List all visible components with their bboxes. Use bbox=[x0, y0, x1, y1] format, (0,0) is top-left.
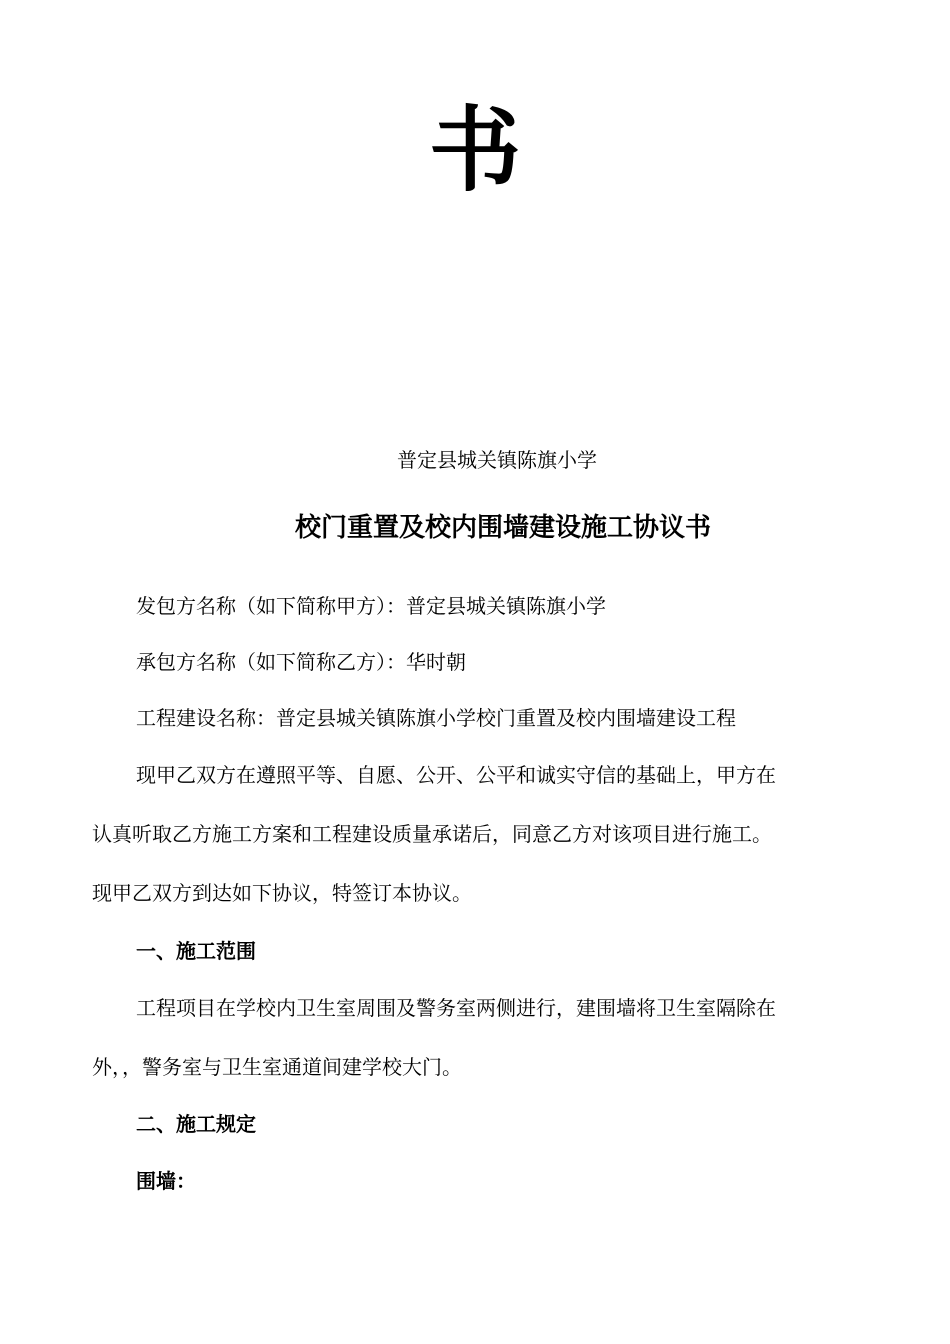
intro-line-2: 认真听取乙方施工方案和工程建设质量承诺后，同意乙方对该项目进行施工。 bbox=[92, 822, 772, 846]
section-1-heading: 一、施工范围 bbox=[136, 939, 256, 963]
section-2-subheading: 围墙： bbox=[136, 1169, 196, 1193]
section-1-line-2: 外，，警务室与卫生室通道间建学校大门。 bbox=[92, 1055, 462, 1079]
employer-label: 发包方名称（如下简称甲方）： bbox=[136, 594, 406, 618]
contractor-line bbox=[136, 648, 466, 676]
project-value: 普定县城关镇陈旗小学校门重置及校内围墙建设工程 bbox=[276, 706, 736, 730]
employer-line bbox=[136, 592, 606, 620]
project-label: 工程建设名称： bbox=[136, 706, 276, 730]
document-title: 校门重置及校内围墙建设施工协议书 bbox=[294, 513, 711, 543]
contractor-value: 华时朝 bbox=[406, 650, 466, 674]
cover-character: 书 bbox=[428, 97, 521, 204]
project-line bbox=[136, 704, 736, 732]
contractor-label: 承包方名称（如下简称乙方）： bbox=[136, 650, 406, 674]
employer-value: 普定县城关镇陈旗小学 bbox=[406, 594, 606, 618]
intro-line-3: 现甲乙双方到达如下协议，特签订本协议。 bbox=[92, 881, 472, 905]
section-1-line-1: 工程项目在学校内卫生室周围及警务室两侧进行，建围墙将卫生室隔除在 bbox=[136, 996, 776, 1020]
school-name: 普定县城关镇陈旗小学 bbox=[397, 448, 597, 472]
section-2-heading: 二、施工规定 bbox=[136, 1112, 256, 1136]
intro-line-1: 现甲乙双方在遵照平等、自愿、公开、公平和诚实守信的基础上，甲方在 bbox=[136, 763, 776, 787]
